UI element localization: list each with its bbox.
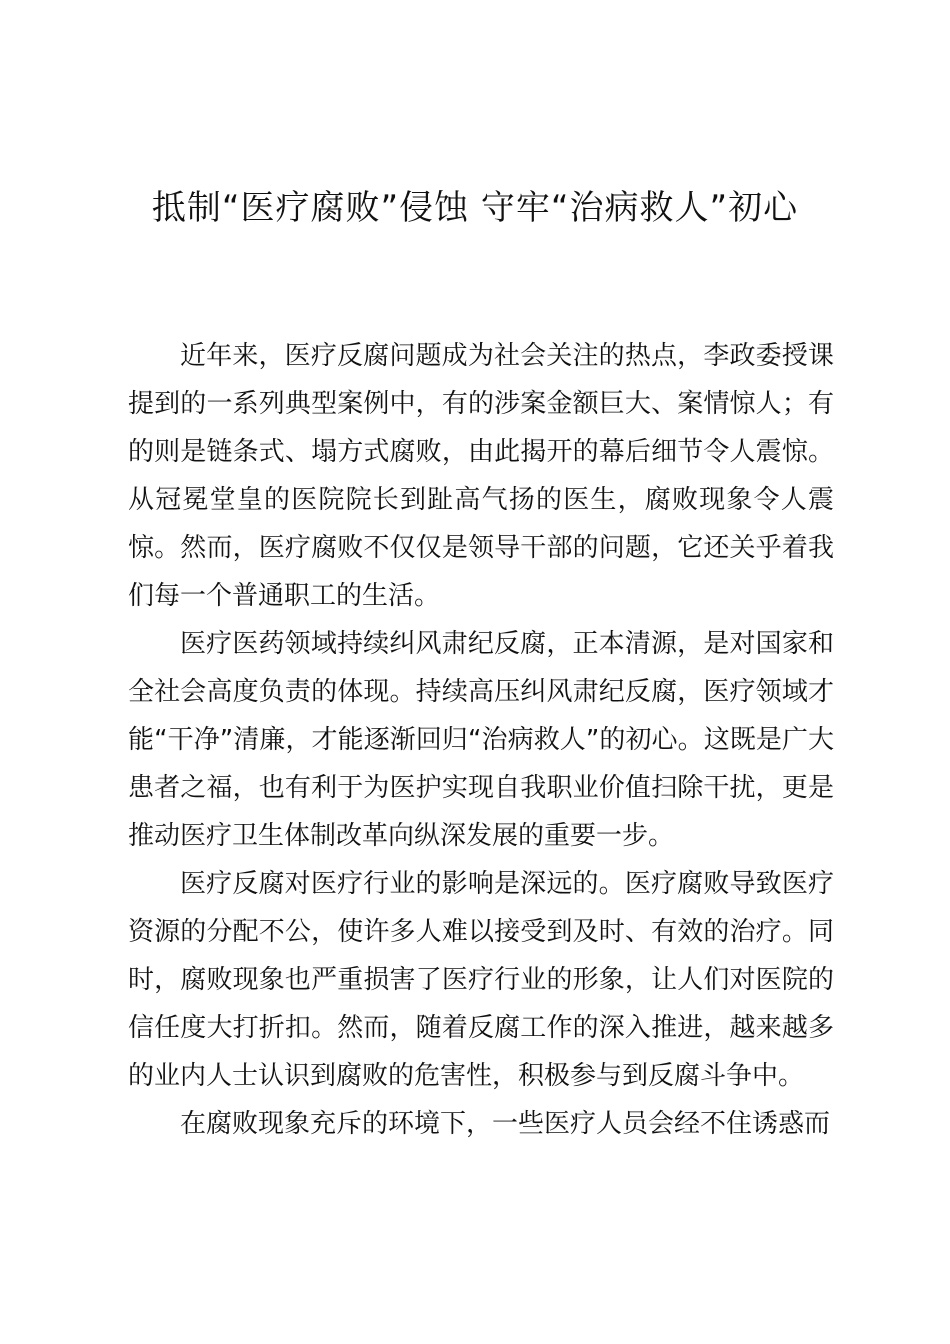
document-title: 抵制“医疗腐败”侵蚀 守牢“治病救人”初心 xyxy=(151,188,799,228)
paragraph-3: 医疗反腐对医疗行业的影响是深远的。医疗腐败导致医疗资源的分配不公，使许多人难以接受到及时、有效的治疗。同时，腐败现象也严重损害了医疗行业的形象，让人们对医院的信任度大打折扣。然而，随着反腐工作的深入推进，越来越多的业内人士认识到腐败的危害性，积极参与到反腐斗争中。 xyxy=(128,869,834,1091)
paragraph-2: 医疗医药领域持续纠风肃纪反腐，正本清源，是对国家和全社会高度负责的体现。持续高压纠风肃纪反腐，医疗领域才能“干净”清廉，才能逐渐回归“治病救人”的初心。这既是广大患者之福，也有利于为医护实现自我职业价值扫除干扰，更是推动医疗卫生体制改革向纵深发展的重要一步。 xyxy=(128,629,834,851)
paragraph-1: 近年来，医疗反腐问题成为社会关注的热点，李政委授课提到的一系列典型案例中，有的涉案金额巨大、案情惊人；有的则是链条式、塌方式腐败，由此揭开的幕后细节令人震惊。从冠冕堂皇的医院院长到趾高气扬的医生，腐败现象令人震惊。然而，医疗腐败不仅仅是领导干部的问题，它还关乎着我们每一个普通职工的生活。 xyxy=(128,341,834,611)
document-body xyxy=(128,332,834,1148)
paragraph-4: 在腐败现象充斥的环境下，一些医疗人员会经不住诱惑而 xyxy=(180,1109,831,1139)
